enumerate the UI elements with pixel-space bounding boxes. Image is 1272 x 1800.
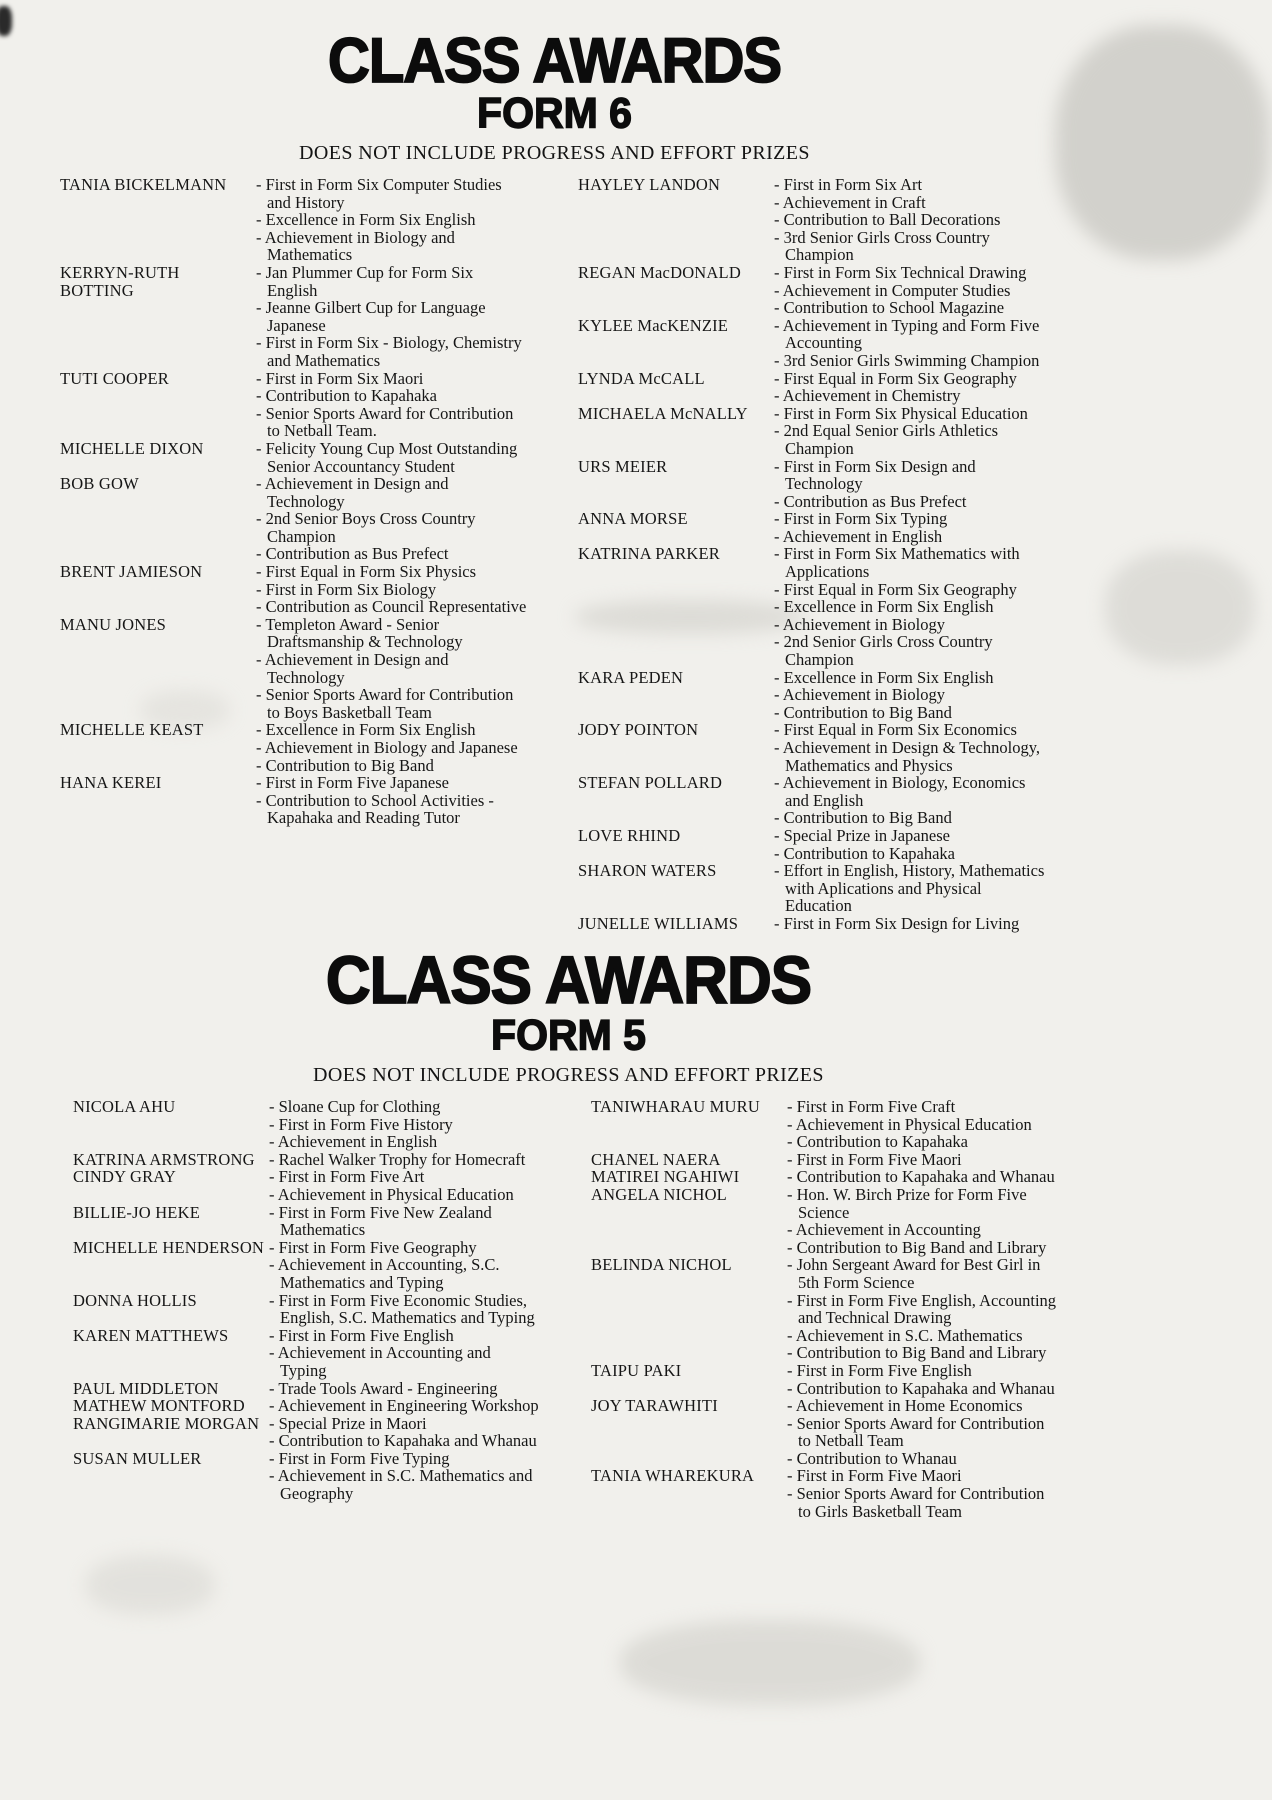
student-name: JODY POINTON [578, 720, 699, 740]
student-name: BELINDA NICHOL [591, 1255, 732, 1275]
section-title: CLASS AWARDS [325, 943, 812, 1019]
award-item: - Contribution to Big Band and Library [787, 1239, 1058, 1257]
award-item: - 3rd Senior Girls Swimming Champion [774, 352, 1045, 370]
award-entry [60, 440, 527, 475]
award-list [269, 1204, 540, 1239]
award-item: - Achievement in Accounting, S.C. Mathematics and Typing [269, 1256, 540, 1291]
student-name: TANIA WHAREKURA [591, 1466, 755, 1486]
award-item: - Achievement in Biology and Japanese [256, 739, 527, 757]
award-item: - Contribution to Whanau [787, 1450, 1058, 1468]
award-list [787, 1467, 1058, 1520]
award-item: - Achievement in Biology [774, 616, 1045, 634]
student-name: CHANEL NAERA [591, 1149, 721, 1169]
award-entry [73, 1168, 540, 1203]
award-item: - Special Prize in Japanese [774, 827, 1045, 845]
award-item: - First in Form Five English [269, 1327, 540, 1345]
award-item: - Achievement in Craft [774, 194, 1045, 212]
award-item: - Contribution to Kapahaka [256, 387, 527, 405]
scan-smudge [85, 1555, 215, 1615]
awards-column-left [73, 1098, 540, 1520]
student-name: MATIREI NGAHIWI [591, 1167, 740, 1187]
award-list [256, 475, 527, 563]
student-name: URS MEIER [578, 456, 668, 476]
award-list [256, 616, 527, 722]
award-item: - Special Prize in Maori [269, 1415, 540, 1433]
award-list [256, 264, 527, 370]
award-item: - Achievement in Biology [774, 686, 1045, 704]
award-list [774, 669, 1045, 722]
award-item: - Achievement in Biology, Economics and English [774, 774, 1045, 809]
awards-column-right [578, 176, 1045, 933]
award-item: - Achievement in Design and Technology [256, 475, 527, 510]
student-name: NICOLA AHU [73, 1097, 176, 1116]
award-item: - First in Form Six Physical Education [774, 405, 1045, 423]
award-entry [73, 1450, 540, 1503]
award-item: - First in Form Five Japanese [256, 774, 527, 792]
award-entry [578, 405, 1045, 458]
award-item: - First in Form Six Technical Drawing [774, 264, 1045, 282]
award-item: - Contribution as Bus Prefect [774, 493, 1045, 511]
award-list [774, 370, 1045, 405]
student-name: MATHEW MONTFORD [73, 1396, 245, 1416]
student-name: MICHELLE KEAST [60, 720, 204, 740]
award-item: - Excellence in Form Six English [774, 669, 1045, 687]
student-name: JOY TARAWHITI [591, 1396, 718, 1416]
award-entry [73, 1397, 540, 1415]
award-item: - Achievement in English [774, 528, 1045, 546]
award-item: - First in Form Five English, Accounting and Technical Drawing [787, 1292, 1058, 1327]
award-item: - First in Form Six Mathematics with Applications [774, 545, 1045, 580]
award-entry [60, 616, 527, 722]
section-title: CLASS AWARDS [327, 25, 782, 96]
award-list [256, 774, 527, 827]
student-name: KAREN MATTHEWS [73, 1325, 229, 1345]
award-entry [73, 1415, 540, 1450]
award-item: - Achievement in Typing and Form Five Accounting [774, 317, 1045, 352]
award-item: - 2nd Senior Girls Cross Country Champion [774, 633, 1045, 668]
award-item: - Achievement in Physical Education [269, 1186, 540, 1204]
award-item: - First in Form Six Design for Living [774, 915, 1045, 933]
awards-columns [60, 176, 1272, 933]
award-item: - First in Form Six Maori [256, 370, 527, 388]
award-list [269, 1380, 540, 1398]
awards-columns [73, 1098, 1272, 1520]
award-list [774, 915, 1045, 933]
student-name: RANGIMARIE MORGAN [73, 1413, 260, 1433]
student-name: TANIA BICKELMANN [60, 175, 227, 194]
student-name: TANIWHARAU MURU [591, 1097, 760, 1116]
student-name: KATRINA ARMSTRONG [73, 1149, 255, 1169]
award-list [774, 405, 1045, 458]
award-list [774, 721, 1045, 774]
award-list [774, 264, 1045, 317]
award-entry [578, 827, 1045, 862]
award-item: - First in Form Five Typing [269, 1450, 540, 1468]
award-item: - First Equal in Form Six Economics [774, 721, 1045, 739]
award-item: - First in Form Six Typing [774, 510, 1045, 528]
award-item: - Jan Plummer Cup for Form Six English [256, 264, 527, 299]
class-awards-form6-section [0, 25, 1272, 933]
award-list [774, 827, 1045, 862]
award-list [787, 1256, 1058, 1362]
award-item: - Achievement in Accounting [787, 1221, 1058, 1239]
award-list [774, 862, 1045, 915]
award-list [774, 458, 1045, 511]
award-item: - First Equal in Form Six Geography [774, 581, 1045, 599]
award-entry [591, 1168, 1058, 1186]
student-name: LOVE RHIND [578, 825, 681, 845]
section-note: DOES NOT INCLUDE PROGRESS AND EFFORT PRIZES [313, 1064, 824, 1086]
award-item: - Contribution to Ball Decorations [774, 211, 1045, 229]
student-name: MICHAELA McNALLY [578, 403, 748, 423]
award-item: - Excellence in Form Six English [256, 721, 527, 739]
award-list [787, 1397, 1058, 1467]
award-item: - Templeton Award - Senior Draftsmanship & Technology [256, 616, 527, 651]
award-item: - Felicity Young Cup Most Outstanding Senior Accountancy Student [256, 440, 527, 475]
award-entry [591, 1362, 1058, 1397]
award-list [269, 1098, 540, 1151]
award-entry [73, 1098, 540, 1151]
award-list [256, 176, 527, 264]
award-item: - First in Form Six Computer Studies and History [256, 176, 527, 211]
award-item: - Achievement in Physical Education [787, 1116, 1058, 1134]
award-entry [578, 862, 1045, 915]
award-item: - Excellence in Form Six English [774, 598, 1045, 616]
awards-column-left [60, 176, 527, 933]
award-entry [578, 915, 1045, 933]
award-list [774, 545, 1045, 668]
student-name: BRENT JAMIESON [60, 562, 203, 582]
award-item: - First Equal in Form Six Geography [774, 370, 1045, 388]
award-item: - 3rd Senior Girls Cross Country Champion [774, 229, 1045, 264]
award-list [774, 176, 1045, 264]
award-item: - Contribution to Big Band [774, 704, 1045, 722]
award-entry [591, 1256, 1058, 1362]
award-entry [578, 370, 1045, 405]
student-name: TAIPU PAKI [591, 1360, 682, 1380]
award-item: - First in Form Six - Biology, Chemistry and Mathematics [256, 334, 527, 369]
award-entry [578, 317, 1045, 370]
student-name: MICHELLE DIXON [60, 438, 204, 458]
award-item: - First in Form Five Geography [269, 1239, 540, 1257]
student-name: KATRINA PARKER [578, 544, 721, 564]
award-list [774, 774, 1045, 827]
award-item: - Contribution as Council Representative [256, 598, 527, 616]
award-item: - John Sergeant Award for Best Girl in 5th Form Science [787, 1256, 1058, 1291]
award-list [269, 1450, 540, 1503]
award-list [774, 510, 1045, 545]
award-item: - Achievement in Home Economics [787, 1397, 1058, 1415]
award-entry [591, 1467, 1058, 1520]
student-name: KARA PEDEN [578, 667, 684, 687]
award-item: - First in Form Five Economic Studies, English, S.C. Mathematics and Typing [269, 1292, 540, 1327]
award-item: - First in Form Five Craft [787, 1098, 1058, 1116]
award-item: - Senior Sports Award for Contribution to Netball Team. [256, 405, 527, 440]
class-awards-form5-section [0, 943, 1272, 1521]
award-item: - First in Form Five Art [269, 1168, 540, 1186]
award-entry [60, 721, 527, 774]
student-name: JUNELLE WILLIAMS [578, 913, 739, 933]
award-item: - First in Form Six Design and Technology [774, 458, 1045, 493]
award-item: - Rachel Walker Trophy for Homecraft [269, 1151, 540, 1169]
award-item: - 2nd Equal Senior Girls Athletics Champion [774, 422, 1045, 457]
awards-column-right [591, 1098, 1058, 1520]
award-item: - First in Form Six Art [774, 176, 1045, 194]
student-name: TUTI COOPER [60, 368, 169, 388]
student-name: BILLIE-JO HEKE [73, 1202, 200, 1222]
award-entry [73, 1151, 540, 1169]
award-item: - First in Form Five History [269, 1116, 540, 1134]
award-item: - Contribution to Big Band and Library [787, 1344, 1058, 1362]
award-list [774, 317, 1045, 370]
award-item: - Achievement in S.C. Mathematics [787, 1327, 1058, 1345]
student-name: BOB GOW [60, 474, 139, 494]
award-item: - Contribution to Kapahaka [774, 845, 1045, 863]
student-name: MICHELLE HENDERSON [73, 1237, 265, 1257]
student-name: DONNA HOLLIS [73, 1290, 197, 1310]
award-item: - Contribution to Big Band [774, 809, 1045, 827]
award-item: - Contribution to Kapahaka and Whanau [787, 1380, 1058, 1398]
award-list [269, 1168, 540, 1203]
section-note: DOES NOT INCLUDE PROGRESS AND EFFORT PRIZES [299, 142, 810, 164]
award-list [256, 563, 527, 616]
award-list [269, 1415, 540, 1450]
award-list [787, 1186, 1058, 1256]
award-list [787, 1168, 1058, 1186]
award-entry [591, 1397, 1058, 1467]
student-name: SHARON WATERS [578, 861, 717, 881]
award-item: - Sloane Cup for Clothing [269, 1098, 540, 1116]
award-entry [578, 264, 1045, 317]
award-entry [73, 1204, 540, 1239]
student-name: REGAN MacDONALD [578, 262, 741, 282]
scan-smudge [620, 1620, 920, 1705]
award-list [269, 1397, 540, 1415]
student-name: STEFAN POLLARD [578, 773, 723, 793]
award-item: - Achievement in Design and Technology [256, 651, 527, 686]
award-entry [60, 370, 527, 440]
student-name: CINDY GRAY [73, 1167, 176, 1187]
award-item: - First in Form Five Maori [787, 1467, 1058, 1485]
award-item: - Achievement in English [269, 1133, 540, 1151]
award-item: - Senior Sports Award for Contribution to Boys Basketball Team [256, 686, 527, 721]
award-item: - Contribution to School Activities - Kapahaka and Reading Tutor [256, 792, 527, 827]
award-entry [60, 563, 527, 616]
award-entry [578, 669, 1045, 722]
award-list [269, 1151, 540, 1169]
award-entry [73, 1327, 540, 1380]
award-item: - Contribution to Kapahaka and Whanau [787, 1168, 1058, 1186]
award-item: - Hon. W. Birch Prize for Form Five Science [787, 1186, 1058, 1221]
award-entry [591, 1151, 1058, 1169]
award-item: - Achievement in Design & Technology, Mathematics and Physics [774, 739, 1045, 774]
award-list [787, 1098, 1058, 1151]
award-item: - Achievement in Accounting and Typing [269, 1344, 540, 1379]
award-item: - Achievement in Engineering Workshop [269, 1397, 540, 1415]
student-name: PAUL MIDDLETON [73, 1378, 219, 1398]
award-item: - Achievement in Chemistry [774, 387, 1045, 405]
award-list [256, 440, 527, 475]
award-list [269, 1239, 540, 1292]
student-name: LYNDA McCALL [578, 368, 705, 388]
award-list [256, 721, 527, 774]
award-item: - Trade Tools Award - Engineering [269, 1380, 540, 1398]
award-entry [578, 545, 1045, 668]
award-item: - Achievement in S.C. Mathematics and Geography [269, 1467, 540, 1502]
student-name: KYLEE MacKENZIE [578, 315, 729, 335]
award-item: - Contribution as Bus Prefect [256, 545, 527, 563]
award-entry [578, 774, 1045, 827]
award-item: - Achievement in Biology and Mathematics [256, 229, 527, 264]
award-entry [73, 1239, 540, 1292]
award-item: - First in Form Five English [787, 1362, 1058, 1380]
award-item: - Achievement in Computer Studies [774, 282, 1045, 300]
award-entry [60, 475, 527, 563]
award-entry [73, 1380, 540, 1398]
award-entry [60, 176, 527, 264]
award-item: - 2nd Senior Boys Cross Country Champion [256, 510, 527, 545]
award-entry [578, 458, 1045, 511]
award-item: - First in Form Five New Zealand Mathematics [269, 1204, 540, 1239]
award-entry [578, 176, 1045, 264]
student-name: ANGELA NICHOL [591, 1184, 727, 1204]
award-item: - Senior Sports Award for Contribution to Netball Team [787, 1415, 1058, 1450]
award-list [787, 1151, 1058, 1169]
award-entry [578, 721, 1045, 774]
award-list [269, 1327, 540, 1380]
award-entry [591, 1186, 1058, 1256]
award-item: - First Equal in Form Six Physics [256, 563, 527, 581]
award-item: - Jeanne Gilbert Cup for Language Japanese [256, 299, 527, 334]
award-list [787, 1362, 1058, 1397]
award-entry [578, 510, 1045, 545]
award-item: - First in Form Six Biology [256, 581, 527, 599]
award-item: - First in Form Five Maori [787, 1151, 1058, 1169]
award-list [256, 370, 527, 440]
section-form-subtitle: FORM 6 [477, 88, 632, 138]
award-item: - Senior Sports Award for Contribution to Girls Basketball Team [787, 1485, 1058, 1520]
award-entry [60, 774, 527, 827]
award-list [269, 1292, 540, 1327]
award-entry [60, 264, 527, 370]
student-name: HANA KEREI [60, 773, 162, 793]
student-name: SUSAN MULLER [73, 1448, 202, 1468]
student-name: ANNA MORSE [578, 509, 688, 529]
award-item: - Contribution to Kapahaka and Whanau [269, 1432, 540, 1450]
student-name: MANU JONES [60, 614, 167, 634]
award-item: - Excellence in Form Six English [256, 211, 527, 229]
award-item: - Contribution to School Magazine [774, 299, 1045, 317]
section-form-subtitle: FORM 5 [491, 1010, 646, 1060]
award-entry [591, 1098, 1058, 1151]
award-entry [73, 1292, 540, 1327]
award-item: - Contribution to Big Band [256, 757, 527, 775]
student-name: KERRYN-RUTH BOTTING [60, 262, 180, 300]
student-name: HAYLEY LANDON [578, 175, 721, 194]
award-item: - Effort in English, History, Mathematics with Aplications and Physical Education [774, 862, 1045, 915]
award-item: - Contribution to Kapahaka [787, 1133, 1058, 1151]
